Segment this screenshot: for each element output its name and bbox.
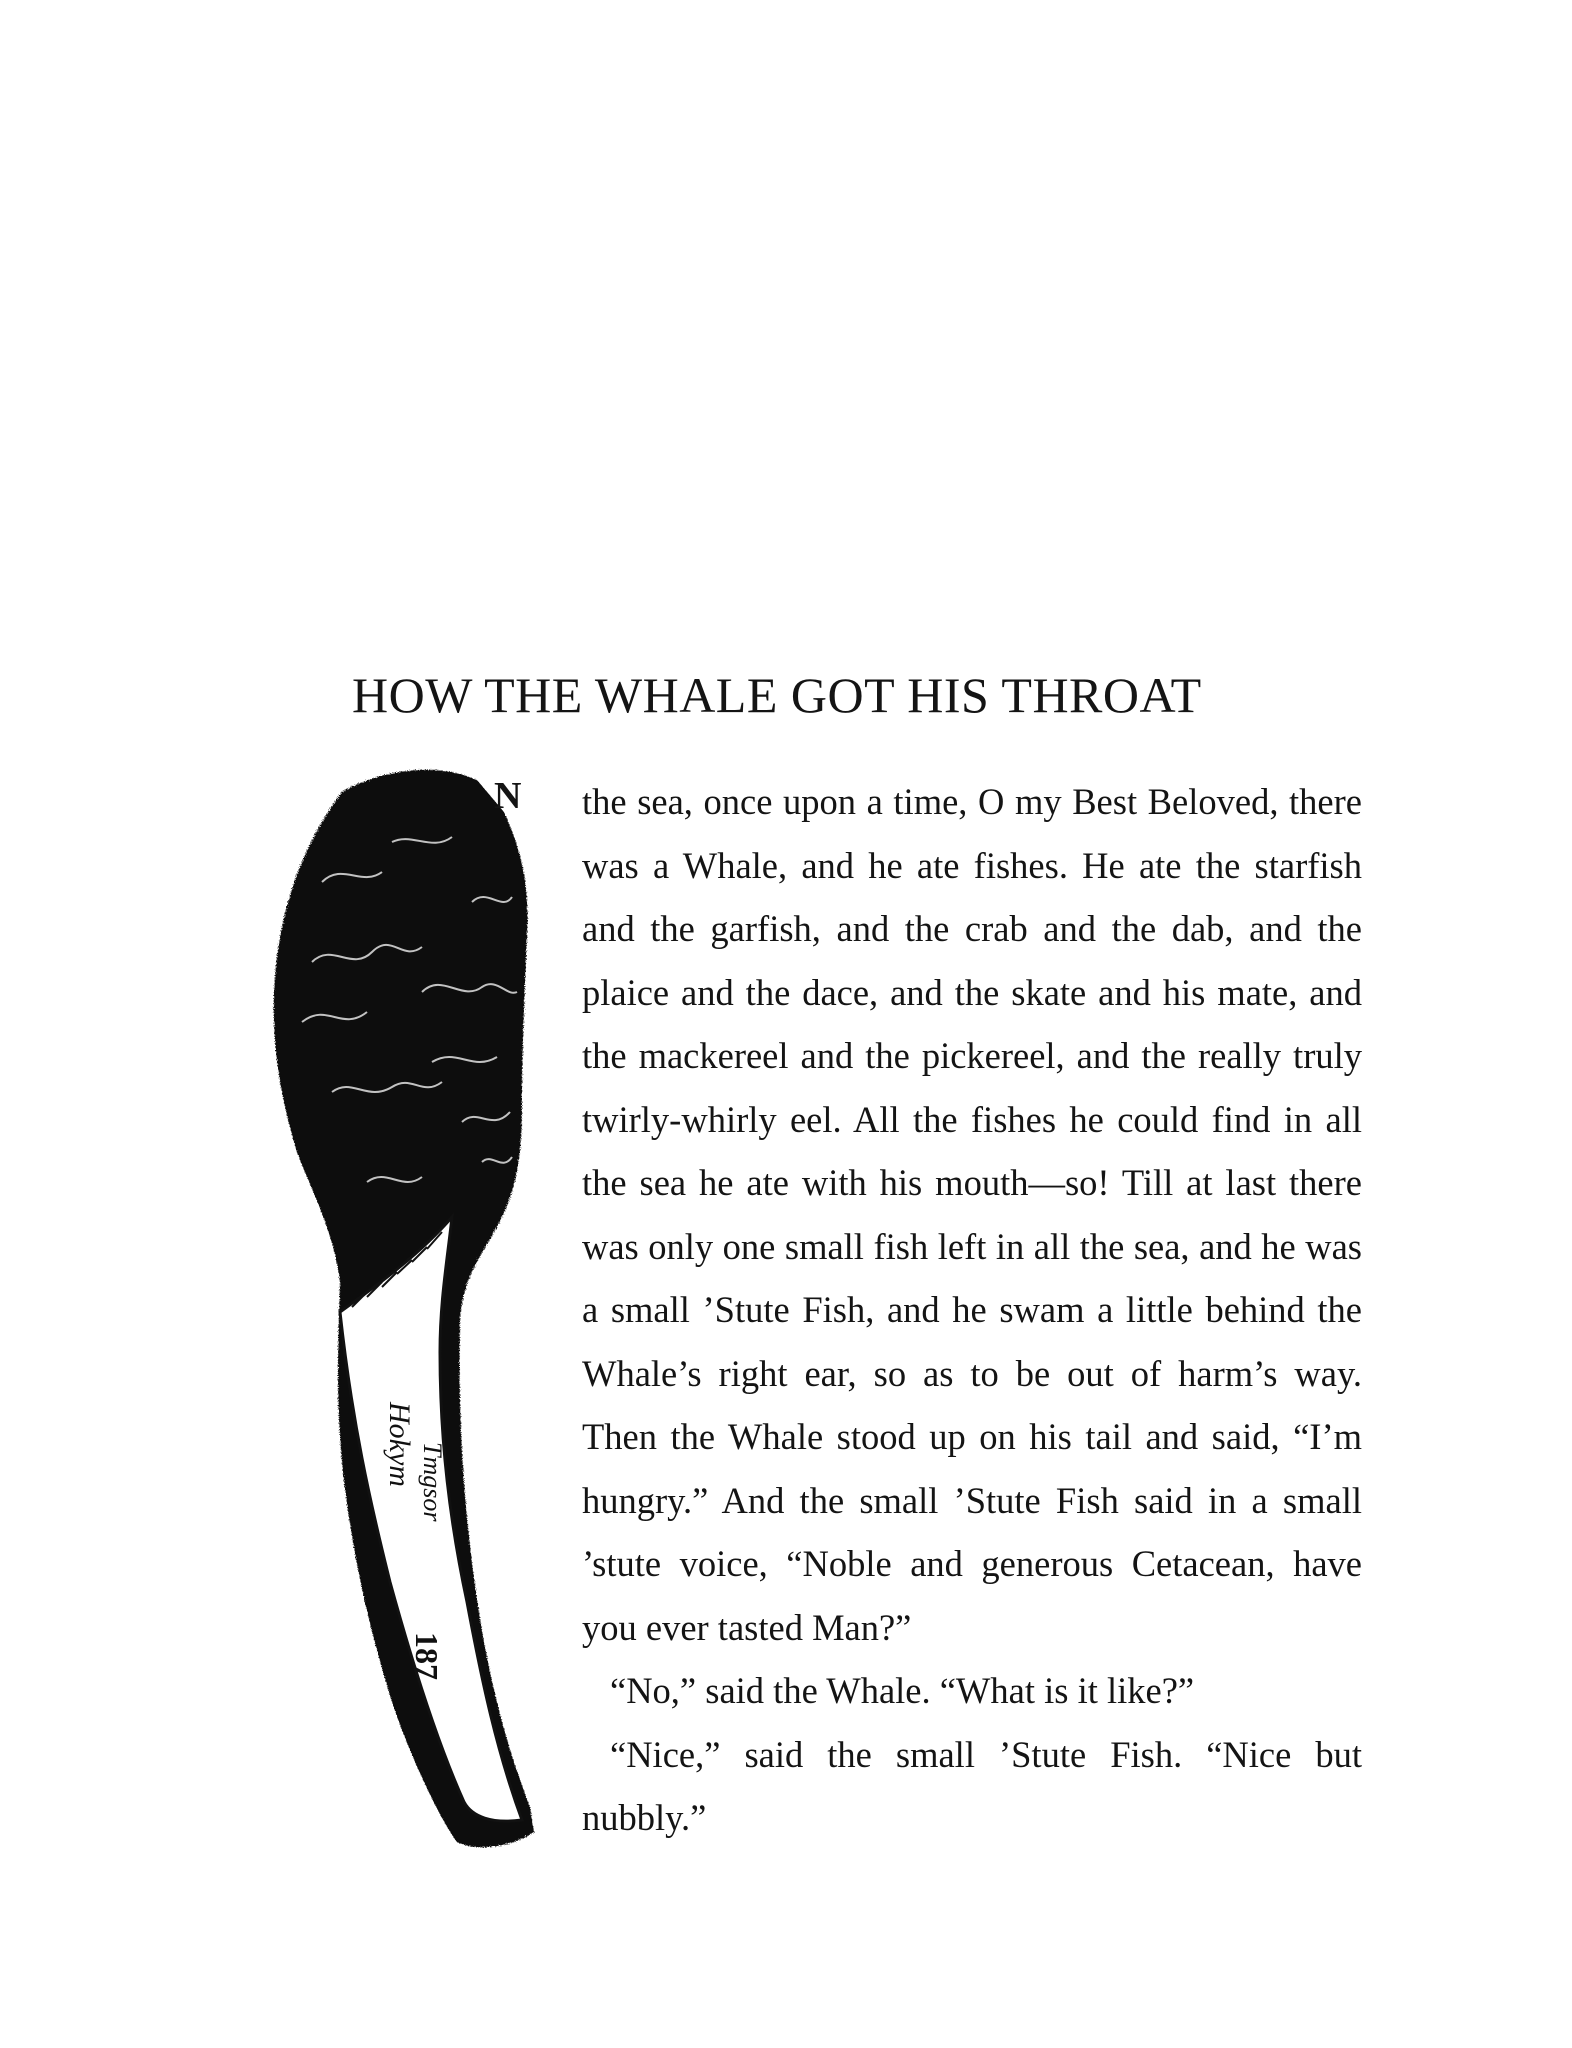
svg-text:Hokym: Hokym [383, 1402, 416, 1487]
whale-ink-drawing [272, 762, 542, 1852]
story-text [582, 770, 1362, 1850]
svg-text:187: 187 [409, 1632, 445, 1680]
paragraph: “Nice,” said the small ’Stute Fish. “Nice but nubbly.” [582, 1733, 1362, 1838]
chapter-title: HOW THE WHALE GOT HIS THROAT [352, 667, 1202, 723]
svg-text:Tmgsor: Tmgsor [418, 1442, 447, 1522]
paragraph: the sea, once upon a time, O my Best Beloved, there was a Whale, and he ate fishes. He ate the starfish and the garfish, and the crab and the dab, and the plaice and the dace, and the skate and his mate, and the mackereel and the pickereel, and the really truly twirly-whirly eel. All the fishes he could find in all the sea he ate with his mouth—so! Till at last there was only one small fish left in all the sea, and he was a small ’Stute Fish, and he swam a little behind the Whale’s right ear, so as to be out of harm’s way. Then the Whale stood up on his tail and said, “I’m hungry.” And the small ’Stute Fish said in a small ’stute voice, “Noble and generous Cetacean, have you ever tasted Man?” [582, 781, 1362, 1648]
drop-cap-letter: N [494, 775, 522, 817]
drop-cap-illustration [272, 762, 542, 1852]
paragraph: “No,” said the Whale. “What is it like?” [610, 1670, 1195, 1711]
